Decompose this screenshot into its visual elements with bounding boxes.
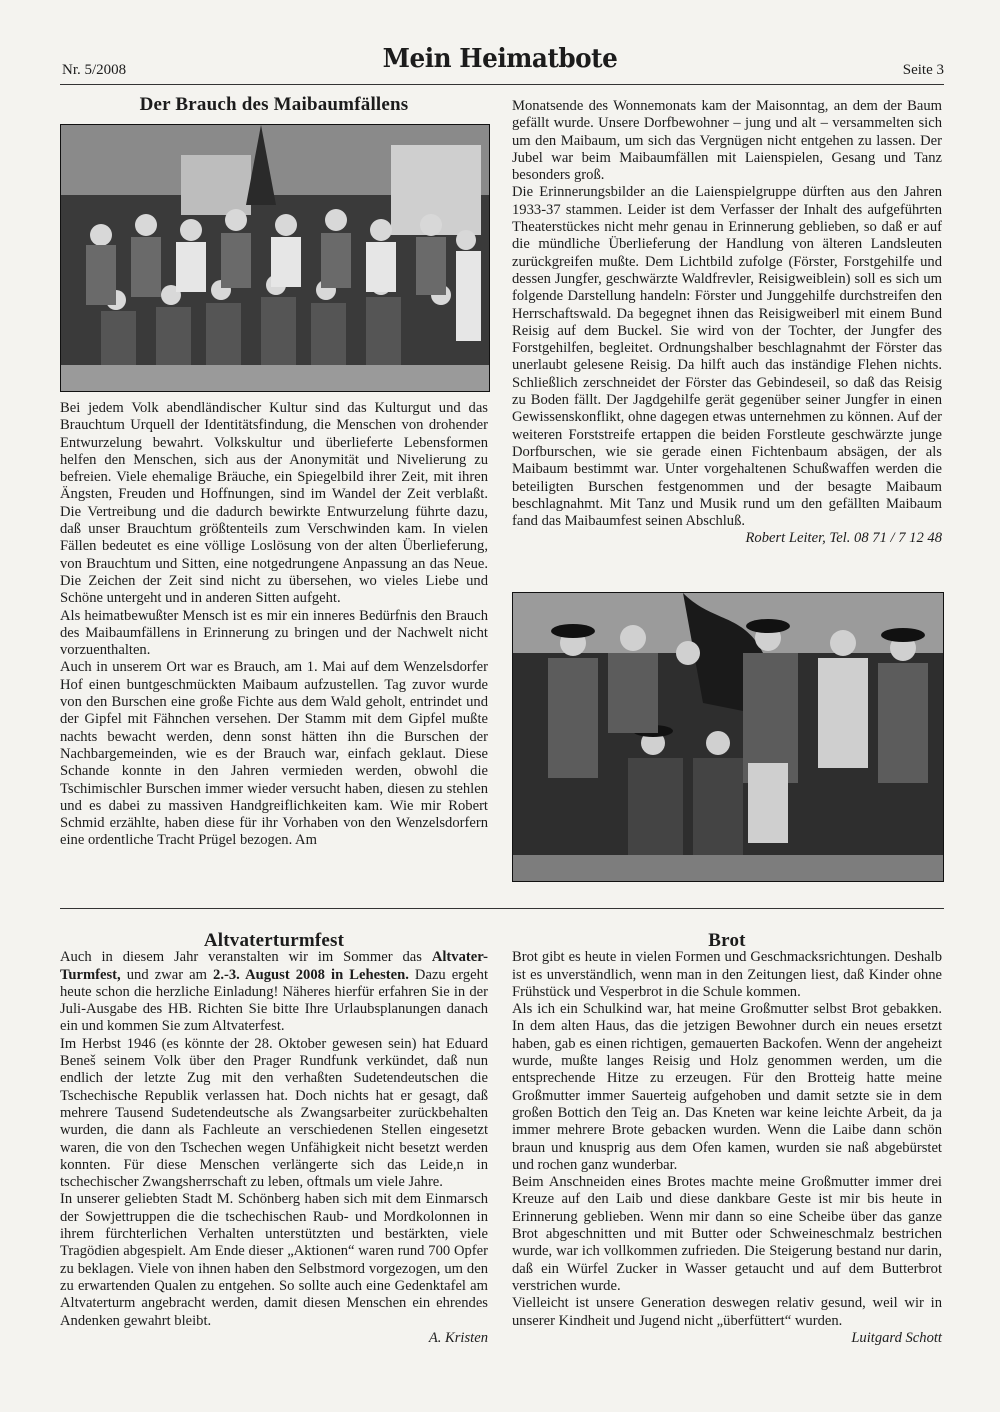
intro-bold-date: 2.-3. August 2008 in Lehesten. xyxy=(213,966,409,983)
paragraph: Im Herbst 1946 (es könnte der 28. Oktober gewesen sein) hat Eduard Beneš seinem Volk über den Prager Rundfunk verkündet, daß nun endlich der letzte Zug mit den verhaßten Sudetendeutschen die Tschechische Republik verlassen hat. Doch nichts hat er gesagt, daß mehrere Tausend Sudetendeutsche als Zwangsarbeiter zurückbehalten wurden, die dann als Fachleute an verschiedenen Stellen eingesetzt waren, die von den Tschechen wegen Unfähigkeit nicht besetzt werden konnten. Für diese Menschen verlängerte sich das Leide,n in tschechischer Zwangsherrschaft zu leben, oftmals um viele Jahre. xyxy=(60,1035,488,1191)
group-photo xyxy=(60,124,490,392)
group-photo-image xyxy=(61,125,489,391)
maibaum-title: Der Brauch des Maibaumfällens xyxy=(139,94,409,115)
paragraph: In unserer geliebten Stadt M. Schönberg haben sich mit dem Einmarsch der Sowjettruppen die die tschechischen Raub- und Mordkolonnen in ihrem fürchterlichen Verhalten unterstützten und bestärkten, viele Tragödien abgespielt. Am Ende dieser „Aktionen“ waren rund 700 Opfer zu beklagen. Viele von ihnen haben den Selbstmord vorgezogen, um den zu erwartenden Qualen zu entgehen. So sollte auch eine Gedenktafel am Altvaterturm angebracht werden, damit diesen Menschen ein ehrendes Andenken gewahrt bleibt. xyxy=(60,1191,488,1329)
intro-text: Dazu ergeht heute schon die herzliche Einladung! Näheres hierfür erfahren Sie in der Juli-Ausgabe des HB. Richten Sie bitte Ihre Urlaubsplanungen danach ein und kommen Sie zum Altvaterfest. xyxy=(60,966,488,1035)
altvater-intro xyxy=(60,949,488,1035)
masthead-logo: Mein Heimatbote xyxy=(382,44,618,74)
altvater-article xyxy=(60,932,488,1347)
costume-photo-image xyxy=(513,593,943,881)
intro-text: und zwar am xyxy=(120,966,214,983)
paragraph: Als heimatbewußter Mensch ist es mir ein inneres Bedürfnis den Brauch des Maibaumfällens in Erinnerung zu bringen und der Nachwelt nicht vorzuenthalten. xyxy=(60,607,488,659)
paragraph: Vielleicht ist unsere Generation deswegen relativ gesund, weil wir in unserer Kindheit und Jugend nicht „überfüttert“ wurden. xyxy=(512,1295,942,1329)
brot-article xyxy=(512,932,942,1347)
costume-photo xyxy=(512,592,944,882)
paragraph: Bei jedem Volk abendländischer Kultur sind das Kulturgut und das Brauchtum Urquell der Identitätsfindung, die Menschen von drohender Entwurzelung bewahrt. Volkskultur und überlieferte Lebensformen helfen den Menschen, sich aus der Anonymität und Nivelierung zu befreien. Viele ehemalige Bräuche, ein Spiegelbild ihrer Zeit, mit ihren Ängsten, Freuden und Hoffnungen, sind im Wandel der Zeit verblaßt. Die Vertreibung und die dadurch bewirkte Entwurzelung führte dazu, daß unser Brauchtum größtenteils zum Verschwinden kam. In vielen Fällen bedeutet es eine völlige Loslösung von der alten Überlieferung, von Brauchtum und Sitten, eine notgedrungene Anpassung an das Neue. Die Zeichen der Zeit sind nicht zu übersehen, wo vieles Liebe und Schöne untergeht und in anderen Sitten aufgeht. xyxy=(60,400,488,607)
maibaum-article xyxy=(60,96,488,113)
intro-bold-event: Altvater-Turmfest, xyxy=(60,949,488,983)
maibaum-body-left xyxy=(60,400,488,850)
brot-signature: Luitgard Schott xyxy=(851,1329,942,1346)
paragraph: Beim Anschneiden eines Brotes machte meine Großmutter immer drei Kreuze auf den Laib und diese dankbare Geste ist mir bis heute in Erinnerung geblieben. Wenn mir dann so eine Scheibe über das ganze Brot abgeschnitten und mit Butter oder Schweineschmalz bestrichen wurde, war ich vollkommen zufrieden. Die Steigerung bestand nur darin, daß ein Würfel Zucker in Wasser getaucht und auf dem Butterbrot verstrichen wurde. xyxy=(512,1174,942,1294)
altvater-title: Altvaterturmfest xyxy=(203,930,345,951)
section-rule xyxy=(60,908,944,909)
paragraph: Als ich ein Schulkind war, hat meine Großmutter selbst Brot gebakken. In dem alten Haus, das die jetzigen Bewohner durch ein neues ersetzt haben, gab es einen richtigen, gemauerten Backofen. Wenn der angeheizt wurde, mußte langes Reisig und Holz genommen werden, um die entsprechende Hitze zu erzeugen. Für den Brotteig hatte meine Großmutter immer Sauerteig aufgehoben und damit setzte sie in dem großen Bottich den Teig an. Das Kneten war keine leichte Arbeit, da ja immer mehrere Brote gebacken wurden. Wenn die Laibe dann schön braun und knusprig aus dem Ofen kamen, wurden sie naß abgebürstet und rochen ganz wunderbar. xyxy=(512,1001,942,1173)
issue-number: Nr. 5/2008 xyxy=(62,62,127,78)
maibaum-body-right xyxy=(512,98,942,548)
paragraph: Monatsende des Wonnemonats kam der Maisonntag, an dem der Baum gefällt wurde. Unsere Dorfbewohner – jung und alt – versammelten sich um den Maibaum, um sich das Vergnügen nicht entgehen zu lassen. Der Jubel war beim Maibaumfällen mit Laienspielen, Gesang und Tanz besonders groß. xyxy=(512,98,942,184)
paragraph: Auch in unserem Ort war es Brauch, am 1. Mai auf dem Wenzelsdorfer Hof einen buntgeschmückten Maibaum aufzustellen. Tag zuvor wurde von den Burschen eine große Fichte aus dem Wald geholt, entrindet und der Gipfel mit Fähnchen versehen. Der Stamm mit dem Gipfel mußte nachts bewacht werden, denn sonst hätten ihn die Burschen der Nachbargemeinden, wie es der Brauch war, einfach geklaut. Diese Schande konnte in den Jahren vermieden werden, obwohl die Tschimischler Burschen immer wieder versucht haben, diesen zu stehlen und es dabei zu massiven Handgreiflichkeiten kam. Wie mir Robert Schmid erzählte, haben diese für ihr Vorhaben von den Wenzelsdorfern eine ordentliche Tracht Prügel bezogen. Am xyxy=(60,659,488,849)
paragraph: Die Erinnerungsbilder an die Laienspielgruppe dürften aus den Jahren 1933-37 stammen. Leider ist dem Verfasser der Inhalt des aufgeführten Theaterstückes nicht mehr genau in Erinnerung geblieben, so daß er auf die mündliche Überlieferung der Handlung von älteren Landsleuten zurückgreifen mußte. Dem Lichtbild zufolge (Förster, Forstgehilfe und dessen Jungfer, geschwärzte Waldfrevler, Reisigweiblein) soll es sich um folgende Darstellung handeln: Förster und Junggehilfe durchstreifen den Herrschaftswald. Da begegnet ihnen das Reisigweiberl mit einem Bund Reisig auf dem Buckel. Sie wird von der Tochter, der Jungfer des Forstgehilfen, begleitet. Ordnungshalber beschlagnahmt der Förster das unerlaubt gelesene Reisig. Da hilft auch das inständige Flehen nichts. Schließlich zerschneidet der Förster das Gebindeseil, so daß das Reisig zu Boden fällt. Der Jagdgehilfe gerät gegenüber seiner Jungfer in einen Gewissenskonflikt, ohne dagegen etwas unternehmen zu können. Auf der weiteren Forststreife ertappen die beiden Forstleute geschwärzte junge Dorfburschen, wie sie gerade einen Fichtenbaum absägen, der als Maibaum bestimmt war. Unter vorgehaltenen Schußwaffen werden die beteiligten Burschen festgenommen und der besagte Maibaum beschlagnahmt. Mit Tanz und Musik rund um den gefällten Maibaum fand das Maibaumfest seinen Abschluß. xyxy=(512,184,942,530)
paragraph: Brot gibt es heute in vielen Formen und Geschmacksrichtungen. Deshalb ist es unverständlich, wenn man in den Zeitungen liest, daß Kinder ohne Frühstück und Vesperbrot in die Schule kommen. xyxy=(512,949,942,1000)
altvater-signature: A. Kristen xyxy=(428,1329,488,1346)
brot-title: Brot xyxy=(708,930,746,951)
page-number: Seite 3 xyxy=(902,62,944,78)
maibaum-signature: Robert Leiter, Tel. 08 71 / 7 12 48 xyxy=(745,530,942,547)
header-rule xyxy=(60,84,944,85)
intro-text: Auch in diesem Jahr veranstalten wir im Sommer das xyxy=(60,949,432,966)
